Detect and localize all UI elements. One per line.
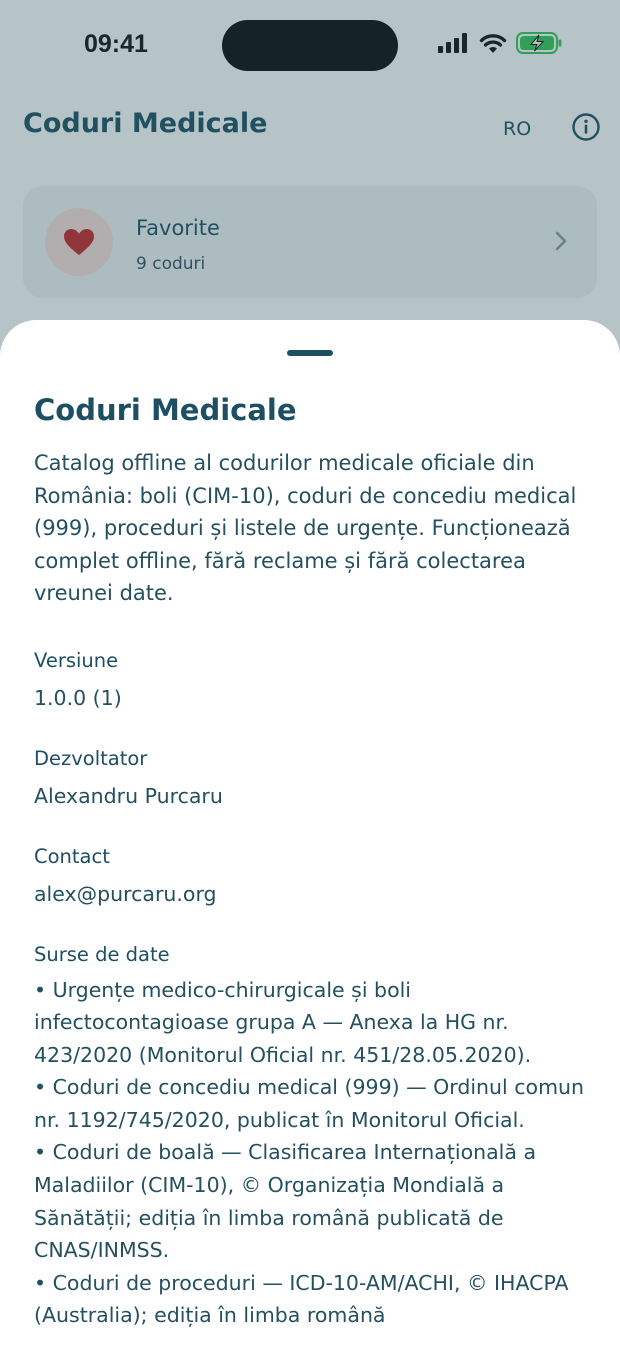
contact-email-link[interactable]: alex@purcaru.org	[34, 881, 217, 906]
about-title: Coduri Medicale	[34, 393, 297, 427]
favorites-title: Favorite	[136, 216, 220, 240]
about-content	[34, 390, 590, 1332]
sheet-grabber[interactable]	[287, 350, 333, 356]
about-description: Catalog offline al codurilor medicale oficiale din România: boli (CIM-10), coduri de concediu medical (999), proceduri și listele de urgențe. Funcționează complet offline, fără reclame și fără colectarea vreunei date.	[34, 451, 577, 605]
contact-label: Contact	[34, 844, 110, 868]
app-title: Coduri Medicale	[23, 108, 268, 139]
developer-label: Dezvoltator	[34, 746, 148, 770]
status-time: 09:41	[84, 30, 148, 58]
source-item: • Coduri de concediu medical (999) — Ordinul comun nr. 1192/745/2020, publicat în Monitorul Oficial.	[34, 1075, 585, 1132]
source-item: • Coduri de boală — Clasificarea Internațională a Maladiilor (CIM-10), © Organizația Mondială a Sănătății; ediția în limba română publicată de CNAS/INMSS.	[34, 1140, 536, 1263]
version-label: Versiune	[34, 648, 119, 672]
language-toggle[interactable]: RO	[503, 118, 532, 140]
source-item: • Coduri de proceduri — ICD-10-AM/ACHI, © IHACPA (Australia); ediția în limba română	[34, 1270, 569, 1328]
sources-label: Surse de date	[34, 942, 170, 966]
sources-list	[34, 974, 590, 1333]
source-item: • Urgențe medico-chirurgicale și boli infectocontagioase grupa A — Anexa la HG nr. 423/2020 (Monitorul Oficial nr. 451/28.05.2020).	[34, 977, 532, 1067]
version-value: 1.0.0 (1)	[34, 685, 122, 710]
about-sheet	[0, 320, 620, 1348]
developer-value: Alexandru Purcaru	[34, 783, 223, 808]
favorites-count: 9 coduri	[136, 254, 206, 274]
